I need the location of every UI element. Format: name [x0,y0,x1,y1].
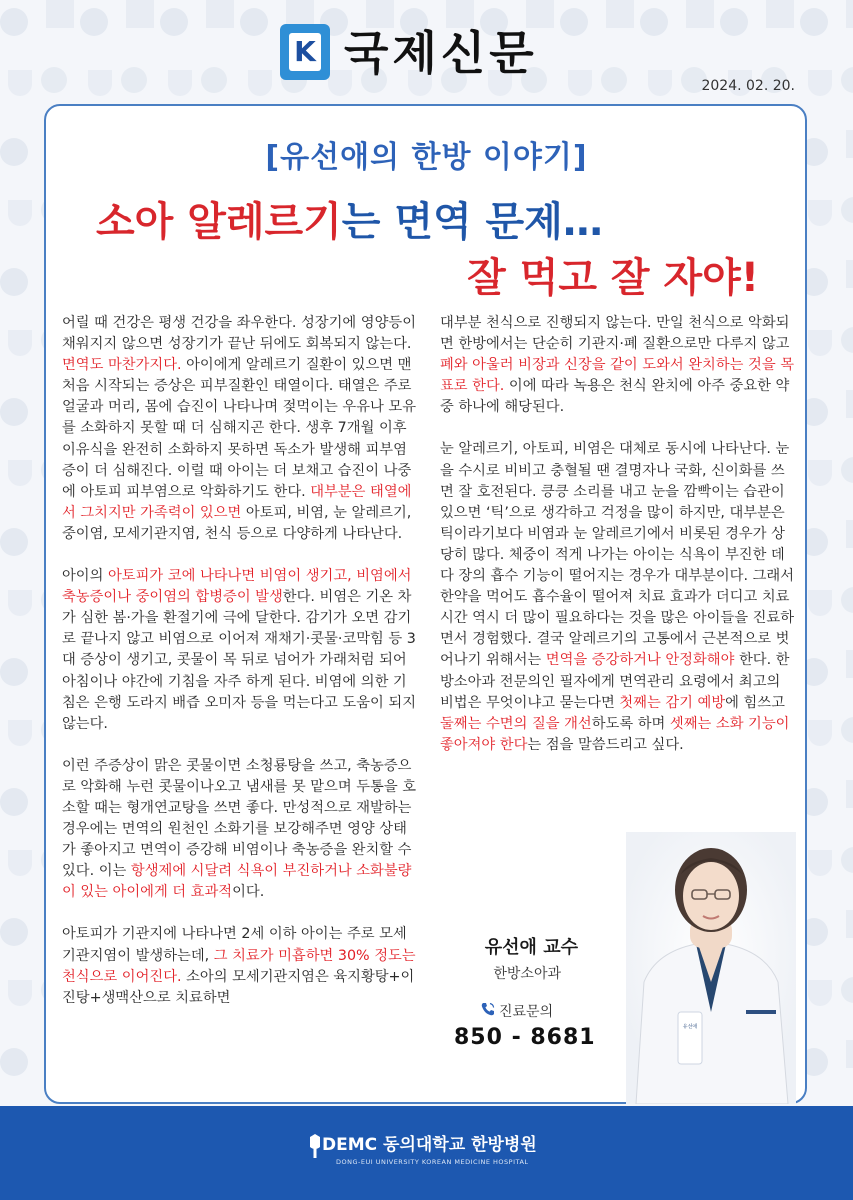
paragraph: 어릴 때 건강은 평생 건강을 좌우한다. 성장기에 영양등이 채워지지 않으면 성장기가 끝난 뒤에도 회복되지 않는다. 면역도 마찬가지다. 아이에게 알레르기 질환이 있으면 맨 처음 시작되는 증상은 피부질환인 태열이다. 태열은 주로 얼굴과 머리, 몸에 습진이 나타나며 젖먹이는 우유나 모유를 소화하지 못할 때 더 심해지곤 한다. 생후 7개월 이후 이유식을 완전히 소화하지 못하면 독소가 발생해 피부염증이 더 심해진다. 이럴 때 아이는 더 보채고 습진이 나중에 아토피 피부염으로 악화하기도 한다. 대부분은 태열에서 그치지만 가족력이 있으면 아토피, 비염, 눈 알레르기, 중이염, 모세기관지염, 천식 등으로 다양하게 나타난다. [62,315,417,542]
paragraph: 아이의 아토피가 코에 나타나면 비염이 생기고, 비염에서 축농증이나 중이염의 합병증이 발생한다. 비염은 기온 차가 심한 봄·가을 환절기에 극에 달한다. 감기가 오면 감기로 끝나지 않고 비염으로 이어져 재채기·콧물·코막힘 등 3대 증상이 생기고, 콧물이 목 뒤로 넘어가 가래처럼 되어 아침이나 야간에 기침을 자주 하게 된다. 비염에 의한 기침은 은행 도라지 배즙 오미자 등을 먹는다고 도움이 되지 않는다. [62,568,417,732]
hospital-logo-icon [308,1133,322,1159]
article-left-column [62,313,418,1030]
hospital-name: DEMC 동의대학교 한방병원 [322,1135,537,1155]
newspaper-logo-icon: K [280,24,330,80]
phone-icon [480,1001,496,1017]
phone-number[interactable]: 850 - 8681 [454,1025,596,1050]
newspaper-name: 국제신문 [344,26,538,80]
paragraph: 눈 알레르기, 아토피, 비염은 대체로 동시에 나타난다. 눈을 수시로 비비고 충혈될 땐 결명자나 국화, 신이화를 쓰면 잘 호전된다. 킁킁 소리를 내고 눈을 깜빡이는 습관이 있으면 ‘틱’으로 생각하고 걱정을 많이 하지만, 대부분은 틱이라기보다 비염과 눈 알레르기에서 비롯된 경우가 상당히 많다. 체중이 적게 나가는 아이는 식욕이 부진한 데다 장의 흡수 기능이 떨어지는 경우가 대부분이다. 그래서 한약을 먹어도 흡수율이 떨어져 치료 효과가 더디고 치료시간 역시 더 많이 필요하다는 것을 많은 아이들을 진료하면서 경험했다. 결국 알레르기의 고통에서 근본적으로 벗어나기 위해서는 면역을 증강하거나 안정화해야 한다. 한방소아과 전문의인 필자에게 면역관리 요령에서 최고의 비법은 무엇이냐고 묻는다면 첫째는 감기 예방에 힘쓰고 둘째는 수면의 질을 개선하도록 하며 셋째는 소화 기능이 좋아져야 한다는 점을 말씀드리고 싶다. [440,441,795,753]
headline-red-part: 소아 알레르기 [96,199,342,245]
name-badge-text: 유선애 [682,1024,698,1030]
author-department: 한방소아과 [493,966,561,982]
paragraph: 아토피가 기관지에 나타나면 2세 이하 아이는 주로 모세기관지염이 발생하는데, 그 치료가 미흡하면 30% 정도는 천식으로 이어진다. 소아의 모세기관지염은 육지황탕+이진탕+생맥산으로 치료하면 [62,926,416,1006]
hospital-english-name: DONG-EUI UNIVERSITY KOREAN MEDICINE HOSPITAL [336,1158,529,1166]
headline-blue-part: 는 면역 문제… [341,199,603,245]
author-name: 유선애 교수 [484,937,578,958]
paragraph: 대부분 천식으로 진행되지 않는다. 만일 천식으로 악화되면 한방에서는 단순히 기관지·폐 질환으로만 다루지 않고 폐와 아울러 비장과 신장을 같이 도와서 완치하는 것을 목표로 한다. 이에 따라 녹용은 천식 완치에 아주 중요한 약 중 하나에 해당된다. [440,315,795,416]
series-title: [유선애의 한방 이야기] [265,140,588,175]
headline-line-1 [96,190,603,247]
doctor-photo [626,832,796,1104]
publish-date: 2024. 02. 20. [701,78,795,94]
phone-label: 진료문의 [499,1004,554,1020]
article-right-column [440,313,796,777]
headline-line-2: 잘 먹고 잘 자야! [467,255,759,301]
paragraph: 이런 주증상이 맑은 콧물이면 소청룡탕을 쓰고, 축농증으로 악화해 누런 콧물이나오고 냄새를 못 맡으며 두통을 호소할 때는 형개연교탕을 쓰면 좋다. 만성적으로 재발하는 경우에는 면역의 원천인 소화기를 보강해주면 영양 상태가 좋아지고 면역이 증강해 비염이나 축농증을 완치할 수 있다. 이는 항생제에 시달려 식욕이 부진하거나 소화불량이 있는 아이에게 더 효과적이다. [62,757,417,901]
